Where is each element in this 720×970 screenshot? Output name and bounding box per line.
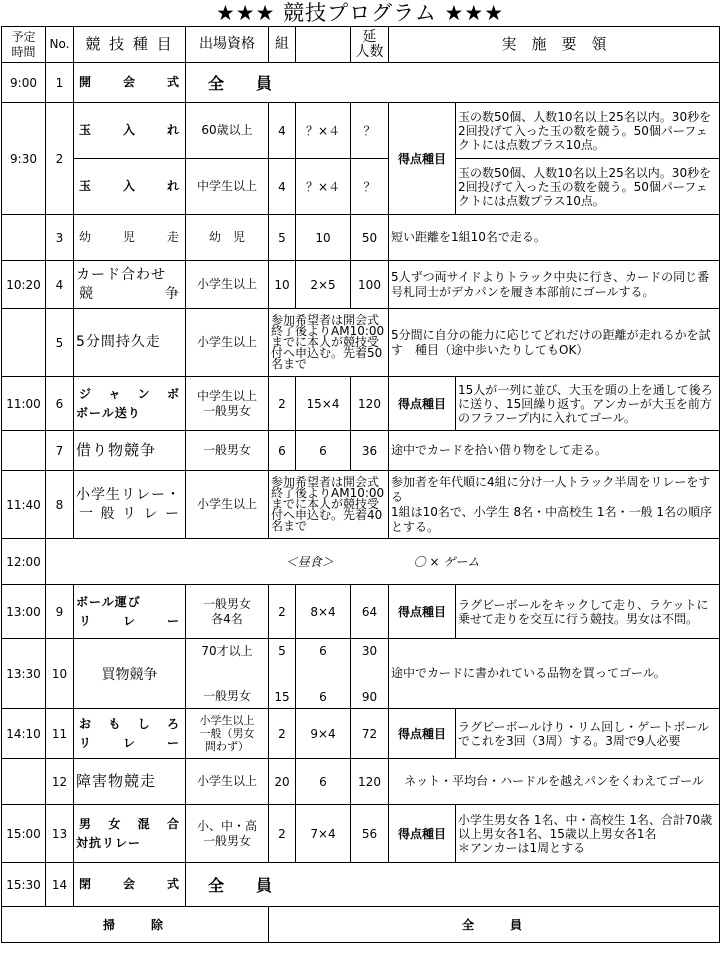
participants-cell: 120 [351,377,389,431]
event-char: し [137,716,151,731]
qualification-line: 一般男女 [202,833,251,848]
table-row [2,863,720,907]
groups-cell: 2 [269,585,296,639]
time-cell: 9:30 [2,103,46,215]
event-char: ー [166,613,180,628]
event-char: 走 [166,230,180,244]
groups-value: 5 [278,643,286,658]
groups-cell: 2 [269,709,296,759]
event-line: カード合わせ [76,266,166,283]
time-cell: 9:00 [2,63,46,103]
formula-cell: 15×4 [296,377,351,431]
event-char: お [79,716,93,731]
event-line: ボール送り [76,405,141,420]
no-cell: 3 [46,215,74,261]
qualification-cell: 60歳以上 [186,103,269,159]
participants-cell: ？ [351,103,389,159]
event-char: 女 [108,816,122,831]
score-badge: 得点種目 [389,805,456,863]
formula-cell: 2×5 [296,261,351,309]
qualification-line: 問わず） [205,740,249,753]
table-row [2,471,720,539]
event-char: ン [137,386,151,401]
detail-cell: 5分間に自分の能力に応じてどれだけの距離が走れるかを試す 種目（途中歩いたりしてもOK） [389,309,720,377]
table-row [2,377,720,431]
qualification-cell [186,63,720,103]
header-row [2,27,720,63]
event-char: 閉 [79,877,93,891]
table-row [2,159,720,215]
no-cell: 12 [46,759,74,805]
groups-cell: 4 [269,159,296,215]
event-char: 児 [122,230,136,244]
formula-cell: ？×４ [296,103,351,159]
event-char: ろ [166,716,180,731]
event-char: レ [143,505,159,522]
table-row [2,63,720,103]
event-char: ボ [166,386,180,401]
event-char: 混 [137,816,151,831]
groups-cell: 5 [269,215,296,261]
qualification-line: 一般男女 [202,688,251,703]
time-cell [2,309,46,377]
event-char: リ [79,613,93,628]
table-row [2,103,720,159]
formula-cell: 10 [296,215,351,261]
event-cell [74,863,186,907]
header-time: 予定 時間 [2,27,46,63]
event-char: 争 [165,285,180,302]
event-char: 開 [79,75,93,89]
event-cell: 5分間持久走 [74,309,186,377]
event-char: ー [165,505,180,522]
qualification-cell [186,639,269,709]
qualification-text: 全 員 [208,876,281,895]
qualification-cell [186,863,720,907]
detail-cell: 玉の数50個、人数10名以上25名以内。30秒を2回投げて入った玉の数を競う。50個パーフェクトには点数プラス10点。 [456,103,720,159]
event-char: 式 [166,877,180,891]
entry-note: 参加希望者は開会式終了後よりAM10:00までに本人が競技受付へ申込む。先着50名まで [269,309,389,377]
event-char: レ [122,613,136,628]
groups-cell: 10 [269,261,296,309]
groups-cell: 4 [269,103,296,159]
event-char: 競 [79,285,94,302]
detail-cell: 玉の数50個、人数10名以上25名以内。30秒を2回投げて入った玉の数を競う。50個パーフェクトには点数プラス10点。 [456,159,720,215]
score-badge: 得点種目 [389,103,456,215]
qualification-cell: 小学生以上 [186,759,269,805]
event-cell [74,709,186,759]
detail-cell: 5人ずつ両サイドよりトラック中央に行き、カードの同じ番号札同士がデカパンを履き本部前にゴールする。 [389,261,720,309]
event-char: ジ [79,386,93,401]
entry-note: 参加希望者は開会式終了後よりAM10:00までに本人が競技受付へ申込む。先着40名まで [269,471,389,539]
time-cell: 11:40 [2,471,46,539]
event-char: 般 [100,505,116,522]
participants-cell: 64 [351,585,389,639]
time-cell: 15:00 [2,805,46,863]
participants-cell: ？ [351,159,389,215]
qualification-cell: 小学生以上 [186,309,269,377]
participants-cell: 100 [351,261,389,309]
event-char: れ [166,179,180,193]
no-cell: 4 [46,261,74,309]
groups-value: 15 [274,689,290,704]
detail-cell: 短い距離を1組10名で走る。 [389,215,720,261]
event-cell [74,377,186,431]
event-char: 入 [122,123,136,137]
time-cell: 12:00 [2,539,46,585]
page-title: ★★★ 競技プログラム ★★★ [215,1,505,25]
event-cell: 借り物競争 [74,431,186,471]
formula-value: 6 [319,643,327,658]
detail-cell: 参加者を年代順に4組に分け一人トラック半周をリレーをする 1組は10名で、小学生 8名・中高校生 1名・一般 1名の順序とする。 [389,471,720,539]
table-row [2,539,720,585]
no-cell: 13 [46,805,74,863]
header-no: No. [46,27,74,63]
event-char: 会 [122,75,136,89]
formula-cell: 7×4 [296,805,351,863]
event-cell: 障害物競走 [74,759,186,805]
header-groups: 組 [269,27,296,63]
no-cell: 14 [46,863,74,907]
participants-cell: 50 [351,215,389,261]
header-formula [296,27,351,63]
time-cell: 13:30 [2,639,46,709]
event-cell [74,805,186,863]
lunch-cell [46,539,720,585]
event-cell [74,215,186,261]
event-char: 合 [166,816,180,831]
qualification-line: 一般男女 [202,403,251,418]
event-line: 小学生リレー・ [76,486,181,503]
no-cell: 6 [46,377,74,431]
event-char: 幼 [79,230,93,244]
qualification-text: 全 員 [208,74,281,93]
time-cell [2,215,46,261]
lunch-label: ＜昼食＞ [285,555,334,569]
qualification-cell [186,585,269,639]
event-cell [74,585,186,639]
event-char: も [108,716,122,731]
table-row [2,759,720,805]
event-char: 男 [79,816,93,831]
event-char: 式 [166,75,180,89]
event-char: 玉 [79,123,93,137]
cleanup-participants: 全 員 [269,907,720,943]
event-line: 対抗リレー [76,835,142,850]
table-row [2,639,720,709]
no-cell: 10 [46,639,74,709]
event-char: ー [166,735,180,750]
time-cell [2,431,46,471]
time-cell [2,759,46,805]
event-char: リ [122,505,137,522]
detail-cell: ラグビーボールけり・リム回し・ゲートボールでこれを3回（3周）する。3周で9人必要 [456,709,720,759]
qualification-line: 中学生以上 [196,388,257,403]
event-char: ャ [108,386,122,401]
no-cell: 1 [46,63,74,103]
detail-cell: 途中でカードに書かれている品物を買ってゴール。 [389,639,720,709]
formula-cell: 6 [296,759,351,805]
table-row [2,309,720,377]
score-badge: 得点種目 [389,709,456,759]
no-cell: 7 [46,431,74,471]
formula-cell: 8×4 [296,585,351,639]
time-cell: 15:30 [2,863,46,907]
no-cell: 2 [46,103,74,215]
event-cell [74,471,186,539]
groups-cell: 20 [269,759,296,805]
formula-cell: 6 [296,431,351,471]
formula-cell [296,639,351,709]
no-cell: 9 [46,585,74,639]
table-row [2,261,720,309]
header-qualification: 出場資格 [186,27,269,63]
qualification-line: 小、中・高 [196,818,257,833]
time-cell: 13:00 [2,585,46,639]
participants-cell: 36 [351,431,389,471]
event-cell [74,159,186,215]
event-cell: 買物競争 [74,639,186,709]
participants-cell: 120 [351,759,389,805]
event-cell [74,63,186,103]
time-cell: 10:20 [2,261,46,309]
event-char: 一 [79,505,94,522]
score-badge: 得点種目 [389,377,456,431]
groups-cell: 2 [269,805,296,863]
event-cell [74,261,186,309]
event-char: 入 [122,179,136,193]
event-char: 玉 [79,179,93,193]
qualification-line: 各4名 [211,611,243,626]
score-badge: 得点種目 [389,585,456,639]
qualification-cell: 一般男女 [186,431,269,471]
formula-cell: 9×4 [296,709,351,759]
groups-cell: 6 [269,431,296,471]
detail-cell: 途中でカードを拾い借り物をして走る。 [389,431,720,471]
qualification-cell: 小学生以上 [186,471,269,539]
table-row [2,215,720,261]
event-char: 会 [122,877,136,891]
header-participants: 延 人数 [351,27,389,63]
qualification-cell: 中学生以上 [186,159,269,215]
qualification-line: 一般男女 [202,596,251,611]
participants-cell: 72 [351,709,389,759]
table-row [2,431,720,471]
event-cell [74,103,186,159]
formula-cell: ？×４ [296,159,351,215]
program-table [1,26,720,943]
participants-value: 90 [361,689,378,704]
detail-cell: 小学生男女各 1名、中・高校生 1名、合計70歳以上男女各1名、15歳以上男女各1名 ＊アンカーは1周とする [456,805,720,863]
formula-value: 6 [319,689,327,704]
detail-cell: ラグビーボールをキックして走り、ラケットに乗せて走りを交互に行う競技。男女は不問。 [456,585,720,639]
cleanup-label: 掃 除 [2,907,269,943]
qualification-cell: 小学生以上 [186,261,269,309]
no-cell: 5 [46,309,74,377]
qualification-cell [186,709,269,759]
qualification-cell [186,377,269,431]
header-event: 競 技 種 目 [74,27,186,63]
table-row [2,709,720,759]
detail-cell: 15人が一列に並び、大玉を頭の上を通して後ろに送り、15回繰り返す。アンカーが大玉を前方のフラフープ内に入れてゴール。 [456,377,720,431]
game-label: 〇 × ゲーム [413,555,480,569]
detail-cell: ネット・平均台・ハードルを越えパンをくわえてゴール [389,759,720,805]
event-line: ボール運び [76,594,141,609]
participants-value: 30 [361,643,378,658]
participants-cell [351,639,389,709]
event-char: リ [79,735,93,750]
event-char: れ [166,123,180,137]
table-row [2,805,720,863]
participants-cell: 56 [351,805,389,863]
qualification-line: 小学生以上 [199,714,255,727]
qualification-cell [186,805,269,863]
qualification-line: 70才以上 [201,643,253,658]
event-char: レ [122,735,136,750]
groups-cell: 2 [269,377,296,431]
time-cell: 11:00 [2,377,46,431]
no-cell: 11 [46,709,74,759]
header-procedure: 実 施 要 領 [389,27,720,63]
table-row [2,907,720,943]
qualification-cell: 幼 児 [186,215,269,261]
qualification-line: 一般（男女 [199,727,255,740]
groups-cell [269,639,296,709]
no-cell: 8 [46,471,74,539]
table-row [2,585,720,639]
time-cell: 14:10 [2,709,46,759]
